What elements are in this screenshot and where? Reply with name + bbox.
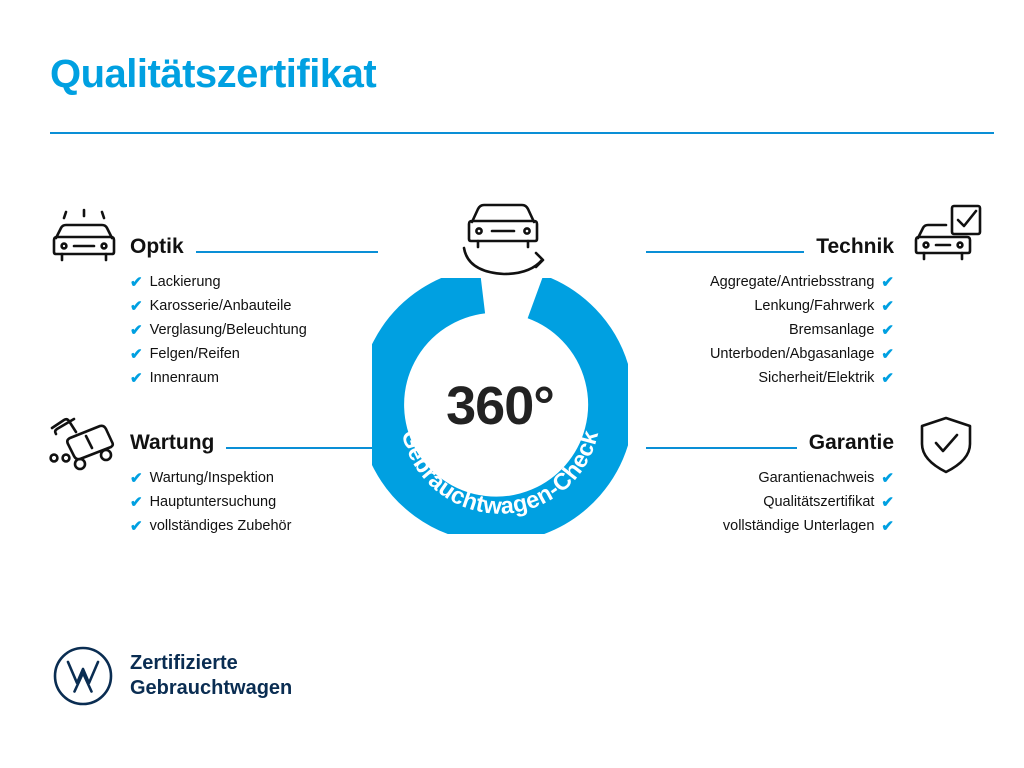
section-title-garantie: Garantie (808, 431, 894, 454)
check-icon: ✔ (130, 370, 143, 387)
list-item (130, 347, 378, 362)
section-rule-technik (646, 251, 804, 253)
list-item-label: Innenraum (149, 370, 219, 387)
section-wartung (130, 432, 378, 550)
section-rule-garantie (646, 447, 797, 449)
section-title-wartung: Wartung (130, 431, 215, 454)
footer-brand (52, 645, 292, 707)
list-item-label: Karosserie/Anbauteile (149, 298, 292, 315)
list-item (130, 371, 378, 386)
check-icon: ✔ (130, 298, 143, 315)
arc-label: Gebrauchtwagen-Check (396, 427, 604, 520)
list-item-label: Verglasung/Beleuchtung (149, 322, 307, 339)
car-front-shine-icon (48, 208, 120, 273)
check-icon: ✔ (130, 470, 143, 487)
list-item (646, 275, 894, 290)
list-item-label: vollständige Unterlagen (722, 518, 875, 535)
list-item (646, 495, 894, 510)
check-icon: ✔ (881, 298, 894, 315)
section-header-garantie (646, 432, 894, 455)
list-item-label: Lenkung/Fahrwerk (754, 298, 875, 315)
list-item-label: Unterboden/Abgasanlage (709, 346, 875, 363)
section-header-technik (646, 236, 894, 259)
check-icon: ✔ (881, 274, 894, 291)
list-item (646, 519, 894, 534)
section-header-optik (130, 236, 378, 259)
list-item-label: vollständiges Zubehör (149, 518, 292, 535)
check-icon: ✔ (130, 518, 143, 535)
check-icon: ✔ (130, 322, 143, 339)
car-checklist-icon (912, 204, 984, 271)
list-item (646, 299, 894, 314)
section-garantie (646, 432, 894, 550)
list-item (646, 471, 894, 486)
section-technik (646, 236, 894, 402)
list-item-label: Qualitätszertifikat (763, 494, 875, 511)
section-items-wartung (130, 471, 378, 534)
check-icon: ✔ (881, 494, 894, 511)
list-item (646, 347, 894, 362)
header-divider (50, 132, 994, 134)
list-item-label: Garantienachweis (758, 470, 875, 487)
section-rule-optik (196, 251, 378, 253)
list-item (130, 519, 378, 534)
check-icon: ✔ (881, 346, 894, 363)
vw-logo (52, 645, 114, 707)
list-item-label: Bremsanlage (788, 322, 875, 339)
check-icon: ✔ (130, 494, 143, 511)
footer-line-2: Gebrauchtwagen (130, 677, 293, 699)
section-title-technik: Technik (816, 235, 894, 258)
check-icon: ✔ (881, 322, 894, 339)
section-items-garantie (646, 471, 894, 534)
section-items-optik (130, 275, 378, 386)
page-title: Qualitätszertifikat (50, 52, 377, 96)
list-item (130, 275, 378, 290)
list-item (646, 323, 894, 338)
footer-text (130, 651, 292, 701)
section-rule-wartung (226, 447, 378, 449)
check-icon: ✔ (130, 346, 143, 363)
section-header-wartung (130, 432, 378, 455)
section-optik (130, 236, 378, 402)
list-item (130, 323, 378, 338)
list-item-label: Hauptuntersuchung (149, 494, 277, 511)
check-icon: ✔ (130, 274, 143, 291)
footer-line-1: Zertifizierte (130, 652, 238, 674)
section-title-optik: Optik (130, 235, 184, 258)
check-icon: ✔ (881, 370, 894, 387)
list-item (130, 299, 378, 314)
list-item (130, 471, 378, 486)
shield-check-icon (916, 414, 976, 481)
list-item-label: Felgen/Reifen (149, 346, 240, 363)
badge-360-check (372, 196, 652, 520)
check-icon: ✔ (881, 518, 894, 535)
list-item-label: Lackierung (149, 274, 221, 291)
check-icon: ✔ (881, 470, 894, 487)
section-items-technik (646, 275, 894, 386)
list-item (130, 495, 378, 510)
list-item-label: Aggregate/Antriebsstrang (709, 274, 875, 291)
list-item (646, 371, 894, 386)
car-lift-icon (46, 414, 122, 479)
badge-number: 360° (446, 376, 554, 436)
list-item-label: Wartung/Inspektion (149, 470, 274, 487)
list-item-label: Sicherheit/Elektrik (758, 370, 875, 387)
